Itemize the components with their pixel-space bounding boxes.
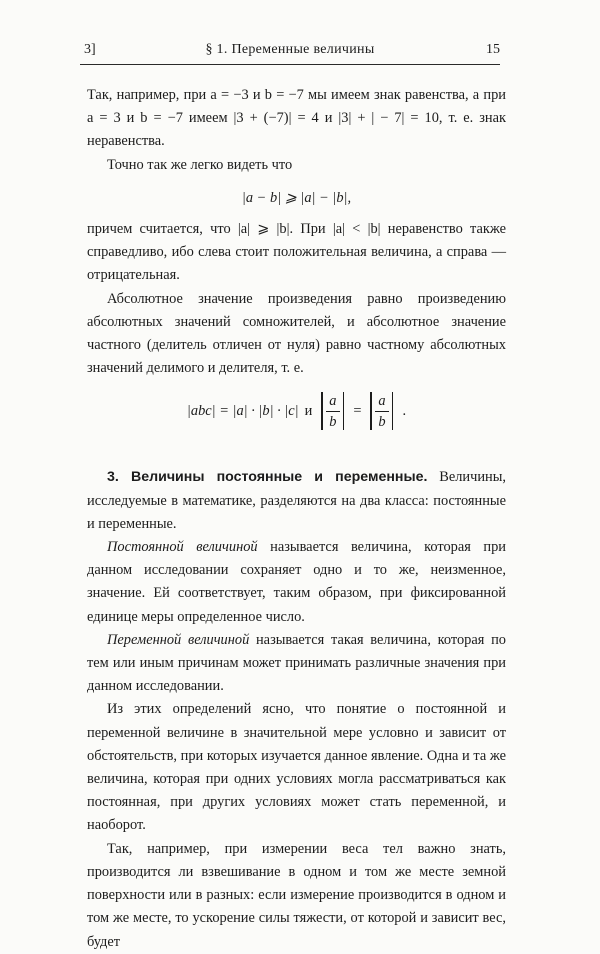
paragraph-section-3 [87,466,506,536]
abs-bar [321,392,323,430]
formula-product: |abc| = |a| · |b| · |c| [186,402,299,419]
abs-bar [370,392,372,430]
definition-variable: называется такая величина, которая по тем или иным причинам может принимать различные значения при данном исследовании. [87,631,506,695]
paragraph-conditionality: Из этих определений ясно, что понятие о постоянной и переменной величине в значительной мере условно и зависит от обстоятельств, при которых изучается данное явление. Одна и та же величина, которая при одних условиях могла рассматриваться как постоянная, при других условиях может стать переменной, и наоборот. [87,701,506,834]
formula-product-quotient [87,392,506,430]
abs-fraction-left [318,392,347,430]
fraction-denominator: b [329,413,337,430]
section-title: 3. Величины постоянные и переменные. [107,469,428,486]
formula-conjunction: и [304,402,313,419]
formula-difference: |a − b| ⩾ |a| − |b|, [241,189,352,206]
abs-bar [392,392,394,430]
fraction-numerator: a [378,392,386,409]
chapter-marker: 3] [84,42,96,57]
definition-constant: называется величина, которая при данном исследовании сохраняет одно и то же, неизменное, значение. Ей соответствует, таким образом, при фиксированной единице меры определенное число. [87,539,506,625]
paragraph-example: Так, например, при a = −3 и b = −7 мы имеем знак равенства, а при a = 3 и b = −7 имеем |3 + (−7)| = 4 и |3| + | − 7| = 10, т. е. знак неравенства. [87,87,506,150]
page-number: 15 [486,42,500,57]
formula-end-dot: . [402,402,407,419]
section-intro: Величины, исследуемые в математике, разделяются на два класса: постоянные и переменные. [87,469,506,532]
paragraph-weight-example: Так, например, при измерении веса тел важно знать, производится ли взвешивание в одном и том же месте земной поверхности или в разных: если измерение производится в одном и том же месте, то ускорение силы тяжести, от которой и зависит вес, будет [87,840,506,950]
fraction [326,393,340,430]
paragraph-absolute-product: Абсолютное значение произведения равно произведению абсолютных значений сомножителей, и абсолютное значение частного (делитель отличен от нуля) равно частному абсолютных значений делимого и делителя, т. е. [87,290,506,377]
term-variable: Переменной величиной [107,631,250,648]
paragraph-variable-def [87,629,506,699]
fraction-numerator: a [329,392,337,409]
fraction-line [375,411,389,412]
abs-bar [343,392,345,430]
header-rule [80,64,500,65]
abs-fraction-right [367,392,396,430]
paragraph-likewise: Точно так же легко видеть что [107,156,293,173]
running-head [80,40,500,62]
fraction-denominator: b [378,413,386,430]
page-body [87,84,506,954]
section-spacer [87,444,506,466]
formula-equals: = [353,402,362,419]
paragraph-constant-def [87,536,506,629]
paragraph-condition: причем считается, что |a| ⩾ |b|. При |a| < |b| неравенство также справедливо, ибо слева стоит положительная величина, а справа — отрицательная. [87,221,506,284]
term-constant: Постоянной величиной [107,539,258,556]
section-heading: § 1. Переменные величины [205,42,375,57]
fraction [375,393,389,430]
fraction-line [326,411,340,412]
